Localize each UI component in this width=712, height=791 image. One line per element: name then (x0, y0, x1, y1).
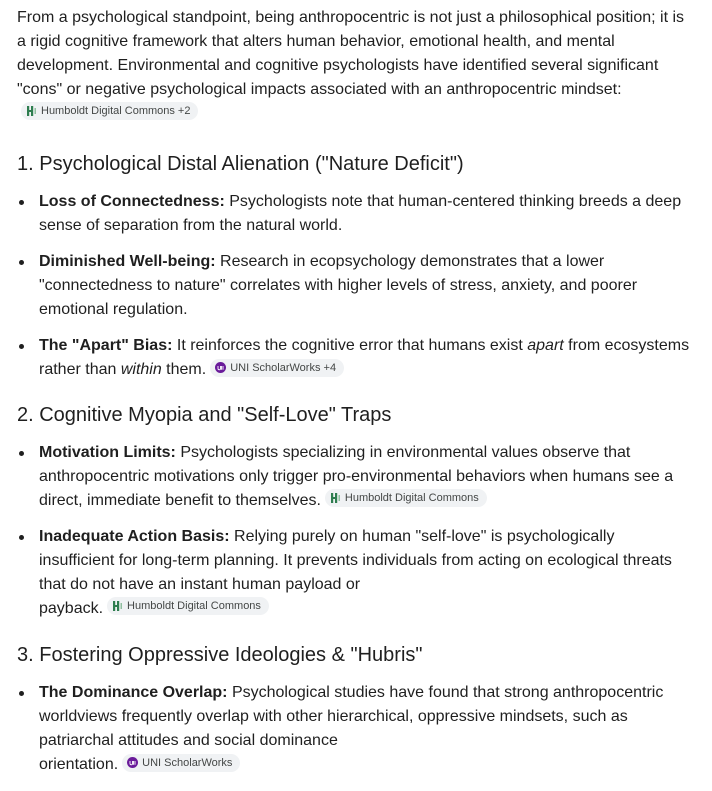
uni-logo-icon (127, 757, 138, 768)
list-item (17, 190, 694, 238)
chip-label: UNI ScholarWorks +4 (230, 361, 337, 374)
section-title: 1. Psychological Distal Alienation ("Nature Deficit") (17, 153, 464, 175)
list-item (17, 681, 694, 777)
source-chip-humboldt[interactable] (325, 489, 487, 507)
section-list (17, 441, 694, 621)
section-title: 3. Fostering Oppressive Ideologies & "Hubris" (17, 644, 423, 666)
item-text: Research in ecopsychology demonstrates that a lower "connectedness to nature" correlates with higher levels of stress, anxiety, and poorer emotional regulation. (39, 253, 638, 318)
list-item (17, 334, 694, 382)
section-title: 2. Cognitive Myopia and "Self-Love" Traps (17, 404, 392, 426)
source-chip-uni[interactable] (210, 359, 344, 377)
humboldt-logo-icon (330, 492, 341, 504)
item-text: orientation. (39, 756, 119, 773)
item-emphasis: apart (527, 337, 564, 354)
intro-paragraph (17, 6, 694, 126)
chip-label: Humboldt Digital Commons (344, 492, 479, 504)
item-text: payback. (39, 600, 104, 617)
chip-label: Humboldt Digital Commons (127, 600, 261, 612)
intro-text: From a psychological standpoint, being anthropocentric is not just a philosophical position; it is a rigid cognitive framework that alters human behavior, emotional health, and mental development. Environmental and cognitive psychologists have identified several significant "cons" or negative psychological impacts associated with an anthropocentric mindset: (17, 9, 685, 98)
item-emphasis: within (120, 361, 162, 378)
chip-label: Humboldt Digital Commons +2 (41, 105, 191, 117)
item-text: them. (161, 361, 207, 378)
chip-label: UNI ScholarWorks (142, 756, 233, 769)
item-label: Loss of Connectedness: (39, 193, 225, 210)
source-chip-humboldt[interactable] (107, 597, 269, 615)
item-text: Psychologists specializing in environmental values observe that anthropocentric motivations only trigger pro-environmental behaviors when humans see a direct, immediate benefit to themselves. (39, 444, 674, 509)
item-label: Motivation Limits: (39, 444, 176, 461)
item-label: Inadequate Action Basis: (39, 528, 230, 545)
humboldt-logo-icon (26, 105, 37, 117)
item-text: Relying purely on human "self-love" is psychologically insufficient for long-term planning. It prevents individuals from acting on ecological threats that do not have an instant human payload or (39, 528, 672, 593)
section-list (17, 190, 694, 382)
humboldt-logo-icon (112, 600, 123, 612)
item-text: It reinforces the cognitive error that humans exist (172, 337, 528, 354)
list-item (17, 250, 694, 322)
list-item (17, 525, 694, 621)
item-label: The "Apart" Bias: (39, 337, 173, 354)
list-item (17, 441, 694, 513)
item-label: The Dominance Overlap: (39, 684, 228, 701)
item-text: from ecosystems rather than (39, 337, 690, 378)
item-label: Diminished Well-being: (39, 253, 216, 270)
item-text: Psychologists note that human-centered thinking breeds a deep sense of separation from the natural world. (39, 193, 682, 234)
source-chip-humboldt[interactable] (21, 102, 198, 120)
uni-logo-icon (215, 362, 226, 373)
item-text: Psychological studies have found that strong anthropocentric worldviews frequently overlap with other hierarchical, oppressive mindsets, such as patriarchal attitudes and social dominance (39, 684, 664, 749)
section-list (17, 681, 694, 777)
source-chip-uni[interactable] (122, 754, 240, 772)
